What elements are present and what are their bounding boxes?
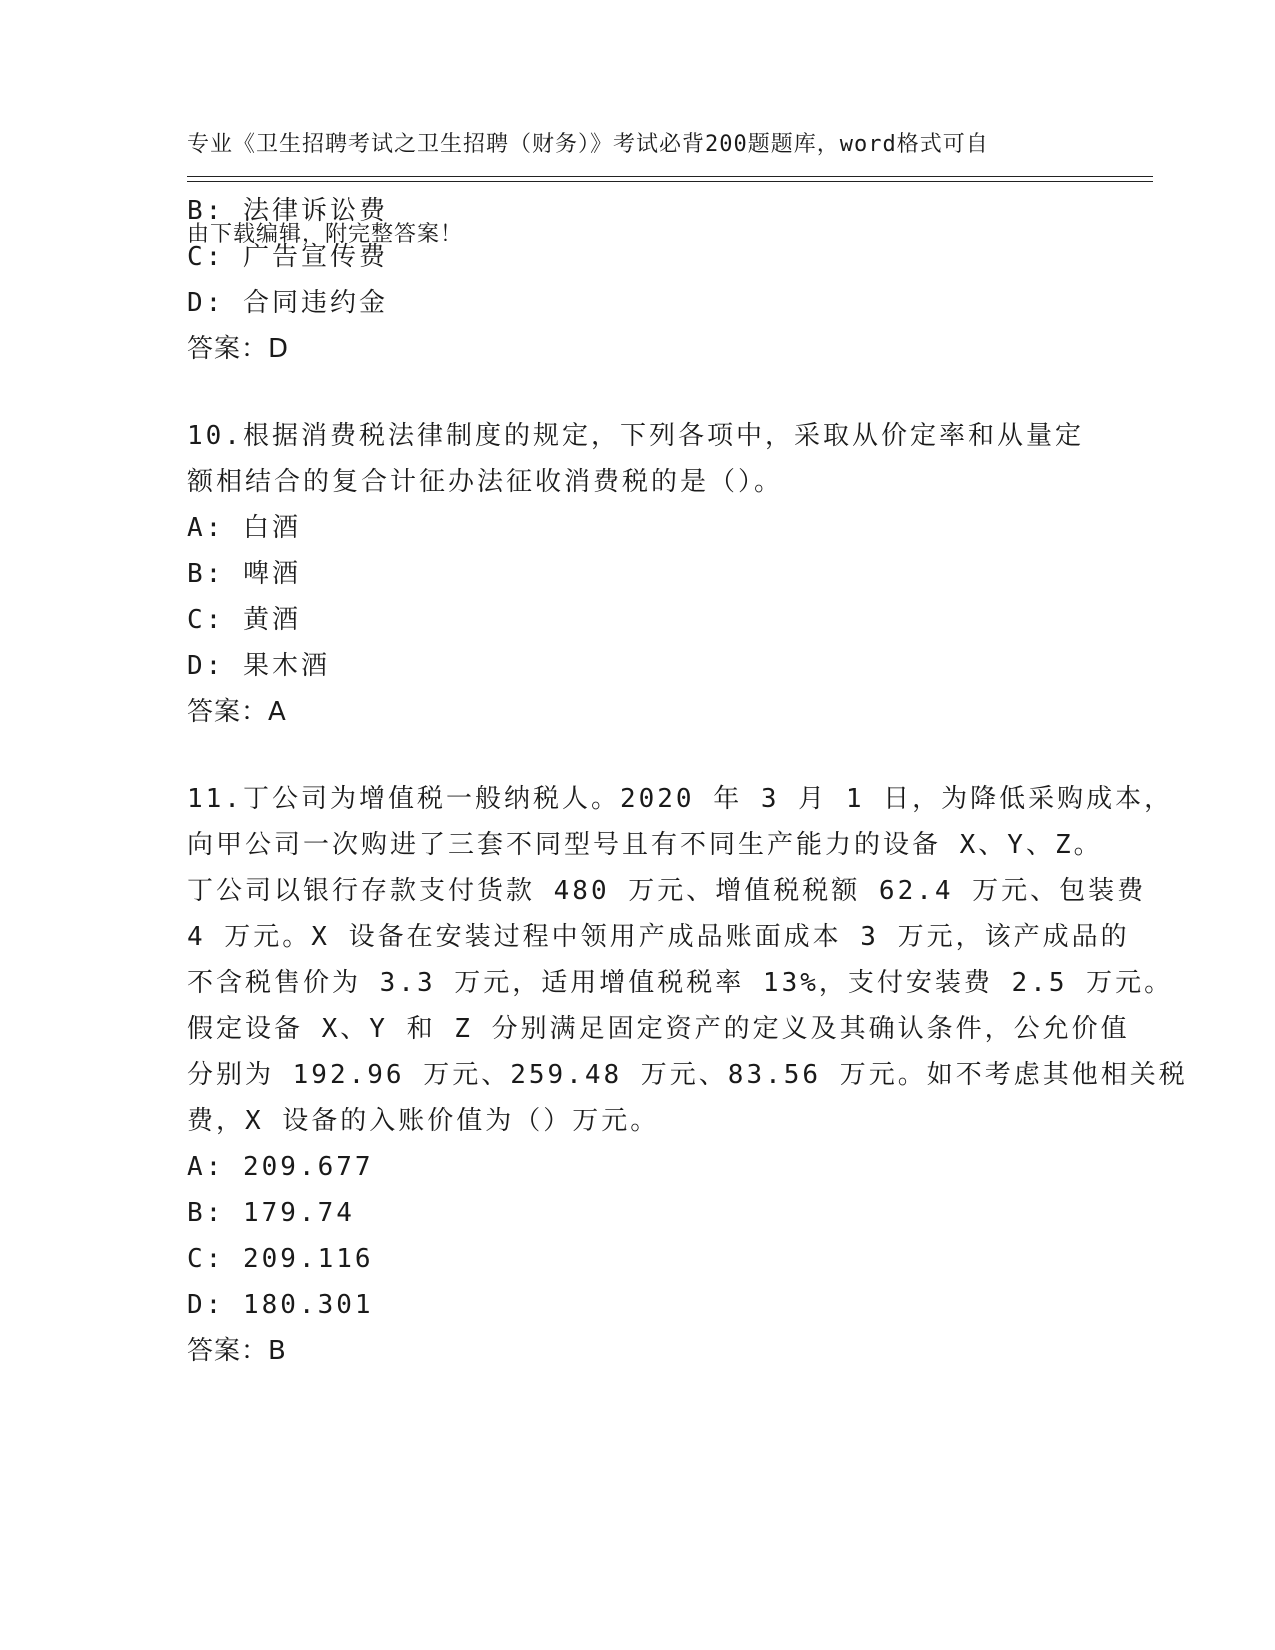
option-d: D: 合同违约金 (187, 288, 388, 318)
header-divider-top (187, 176, 1153, 177)
question-stem-line: 11.丁公司为增值税一般纳税人。2020 年 3 月 1 日，为降低采购成本， (187, 784, 1174, 814)
question-10 (187, 413, 1087, 735)
option-b: B: 179.74 (187, 1198, 355, 1228)
option-c: C: 209.116 (187, 1244, 374, 1274)
option-b: B: 啤酒 (187, 559, 301, 589)
question-stem-line: 假定设备 X、Y 和 Z 分别满足固定资产的定义及其确认条件，公允价值 (187, 1014, 1130, 1044)
option-b: B: 法律诉讼费 (187, 196, 388, 226)
question-stem-line: 费，X 设备的入账价值为（）万元。 (187, 1106, 660, 1136)
question-stem-line: 4 万元。X 设备在安装过程中领用产成品账面成本 3 万元，该产成品的 (187, 922, 1130, 952)
answer-line: 答案：A (187, 697, 287, 727)
option-a: A: 白酒 (187, 513, 301, 543)
option-a: A: 209.677 (187, 1152, 374, 1182)
question-stem-line: 不含税售价为 3.3 万元，适用增值税税率 13%，支付安装费 2.5 万元。 (187, 968, 1174, 998)
question-stem-line: 丁公司以银行存款支付货款 480 万元、增值税税额 62.4 万元、包装费 (187, 876, 1147, 906)
answer-line: 答案：D (187, 334, 290, 364)
option-d: D: 180.301 (187, 1290, 374, 1320)
answer-line: 答案：B (187, 1336, 287, 1366)
question-list (187, 188, 1188, 1374)
question-11 (187, 776, 1188, 1374)
question-spacer (187, 735, 1087, 776)
question-stem-line: 向甲公司一次购进了三套不同型号且有不同生产能力的设备 X、Y、Z。 (187, 830, 1103, 860)
header-line-2: 由下载编辑，附完整答案！ (187, 222, 464, 247)
header-divider-bottom (187, 181, 1153, 182)
question-stem-line: 10.根据消费税法律制度的规定，下列各项中，采取从价定率和从量定 (187, 421, 1084, 451)
question-stem-line: 额相结合的复合计征办法征收消费税的是（）。 (187, 467, 784, 497)
option-c: C: 黄酒 (187, 605, 301, 635)
question-stem-line: 分别为 192.96 万元、259.48 万元、83.56 万元。如不考虑其他相关税 (187, 1060, 1188, 1090)
question-spacer (187, 372, 1087, 413)
header-line-1: 专业《卫生招聘考试之卫生招聘（财务）》考试必背200题题库，word格式可自 (187, 132, 989, 157)
option-d: D: 果木酒 (187, 651, 330, 681)
question-9 (187, 188, 1087, 372)
option-c: C: 广告宣传费 (187, 242, 388, 272)
